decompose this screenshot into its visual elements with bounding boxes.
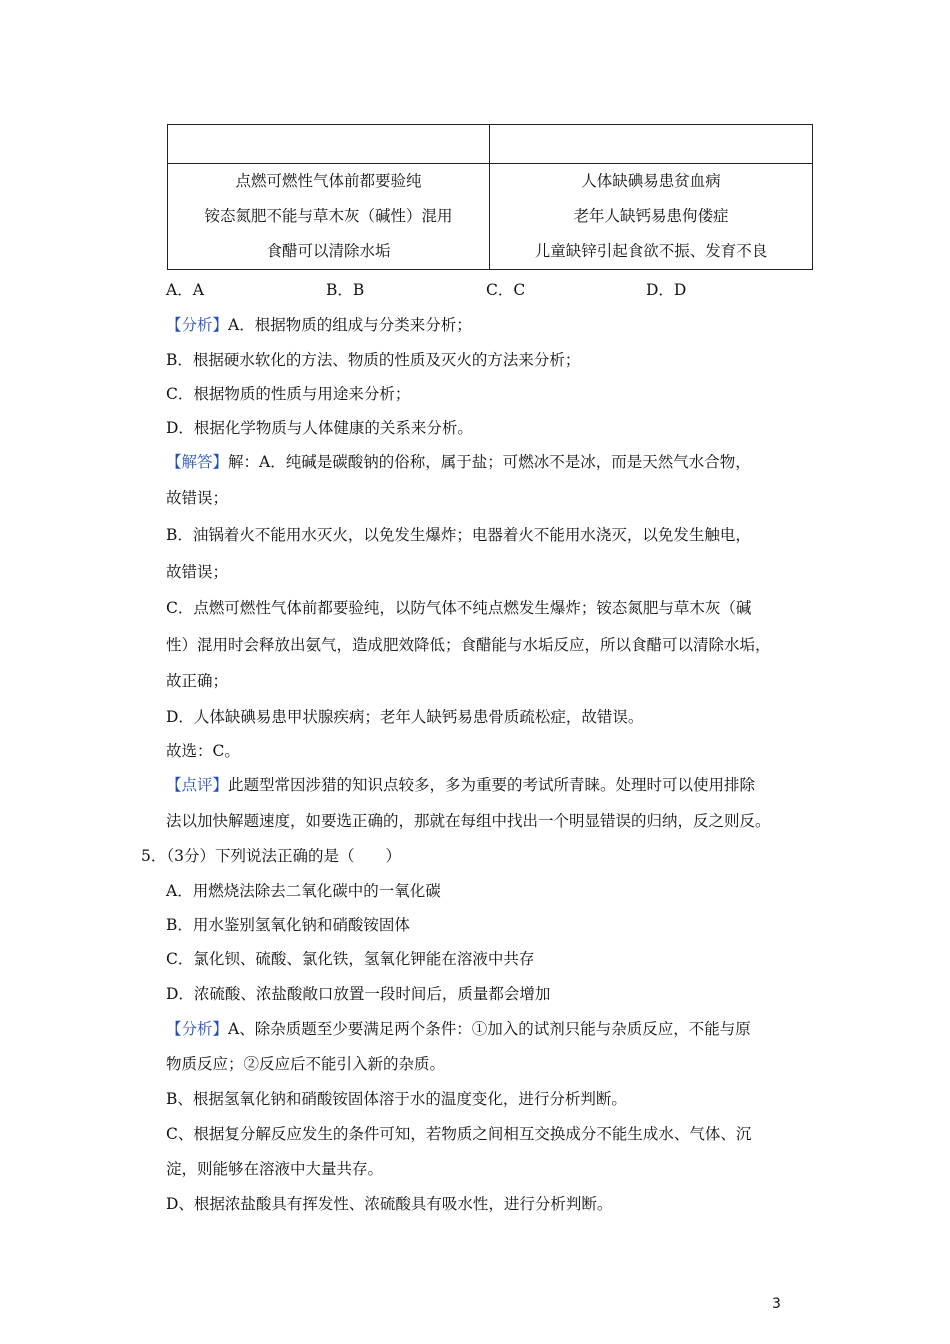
table-item: 点燃可燃性气体前都要验纯: [235, 172, 422, 190]
q5-option: C．氯化钡、硫酸、氯化铁，氢氧化钾能在溶液中共存: [166, 950, 535, 968]
q4-analysis-line: C．根据物质的性质与用途来分析；: [166, 385, 411, 403]
q5-option: B．用水鉴别氢氧化钠和硝酸铵固体: [166, 916, 410, 934]
q5-option: D．浓硫酸、浓盐酸敞口放置一段时间后，质量都会增加: [166, 985, 551, 1003]
option-d: D．D: [646, 281, 687, 299]
q4-answer-line: C．点燃可燃性气体前都要验纯，以防气体不纯点燃发生爆炸；铵态氮肥与草木灰（碱: [166, 599, 752, 617]
table-row: [168, 164, 813, 270]
question-number: 5．: [141, 847, 167, 865]
q5-analysis-line: D、根据浓盐酸具有挥发性、浓硫酸具有吸水性，进行分析判断。: [166, 1195, 613, 1213]
page-number: 3: [772, 1296, 781, 1312]
q4-answer-line: 故错误；: [166, 563, 229, 581]
option-a: A．A: [166, 281, 204, 299]
q5-analysis-line: B、根据氢氧化钠和硝酸铵固体溶于水的温度变化，进行分析判断。: [166, 1090, 627, 1108]
analysis-tag: 【分析】: [166, 316, 229, 334]
summary-table: [167, 124, 813, 270]
q4-answer-line: B．油锅着火不能用水灭火，以免发生爆炸；电器着火不能用水浇灭，以免发生触电，: [166, 526, 751, 544]
analysis-tag: 【分析】: [166, 1020, 229, 1038]
q4-analysis-line: B．根据硬水软化的方法、物质的性质及灭火的方法来分析；: [166, 351, 581, 369]
q4-options: [166, 280, 806, 300]
q4-answer-line: 故错误；: [166, 489, 229, 507]
q4-analysis-line: D．根据化学物质与人体健康的关系来分析。: [166, 419, 473, 437]
q4-comment-line: 法以加快解题速度，如要选正确的，那就在每组中找出一个明显错误的归纳，反之则反。: [166, 812, 771, 830]
table-header-row: [168, 125, 813, 164]
q5-analysis-line: 【分析】A、除杂质题至少要满足两个条件：①加入的试剂只能与杂质反应，不能与原: [166, 1020, 751, 1038]
q4-analysis-line: 【分析】A．根据物质的组成与分类来分析；: [166, 316, 472, 334]
table-header-right: [490, 125, 813, 164]
q5-analysis-line: 淀，则能够在溶液中大量共存。: [166, 1160, 384, 1178]
table-item: 老年人缺钙易患佝偻症: [573, 207, 729, 225]
q4-answer-line: 故正确；: [166, 672, 229, 690]
q5-analysis-line: 物质反应；②反应后不能引入新的杂质。: [166, 1055, 446, 1073]
answer-tag: 【解答】: [166, 453, 229, 471]
q4-answer-line: 性）混用时会释放出氨气，造成肥效降低；食醋能与水垢反应，所以食醋可以清除水垢，: [166, 636, 771, 654]
table-cell-d: [490, 164, 813, 270]
option-c: C．C: [486, 281, 526, 299]
table-cell-c: [168, 164, 490, 270]
q5-analysis-line: C、根据复分解反应发生的条件可知，若物质之间相互交换成分不能生成水、气体、沉: [166, 1125, 752, 1143]
q5-stem: 5．（3分）下列说法正确的是（ ）: [141, 847, 401, 865]
comment-tag: 【点评】: [166, 776, 229, 794]
table-item: 儿童缺锌引起食欲不振、发育不良: [534, 242, 768, 260]
table-header-left: [168, 125, 490, 164]
table-item: 人体缺碘易患贫血病: [581, 172, 721, 190]
q4-comment-line: 【点评】此题型常因涉猎的知识点较多，多为重要的考试所青睐。处理时可以使用排除: [166, 776, 756, 794]
q4-answer-line: 故选：C。: [166, 742, 240, 760]
table-item: 铵态氮肥不能与草木灰（碱性）混用: [204, 207, 453, 225]
q5-option: A．用燃烧法除去二氧化碳中的一氧化碳: [166, 882, 441, 900]
q4-answer-line: D．人体缺碘易患甲状腺疾病；老年人缺钙易患骨质疏松症，故错误。: [166, 708, 644, 726]
q4-answer-line: 【解答】解：A．纯碱是碳酸钠的俗称，属于盐；可燃冰不是冰，而是天然气水合物，: [166, 453, 751, 471]
table-item: 食醋可以清除水垢: [266, 242, 391, 260]
option-b: B．B: [326, 281, 365, 299]
